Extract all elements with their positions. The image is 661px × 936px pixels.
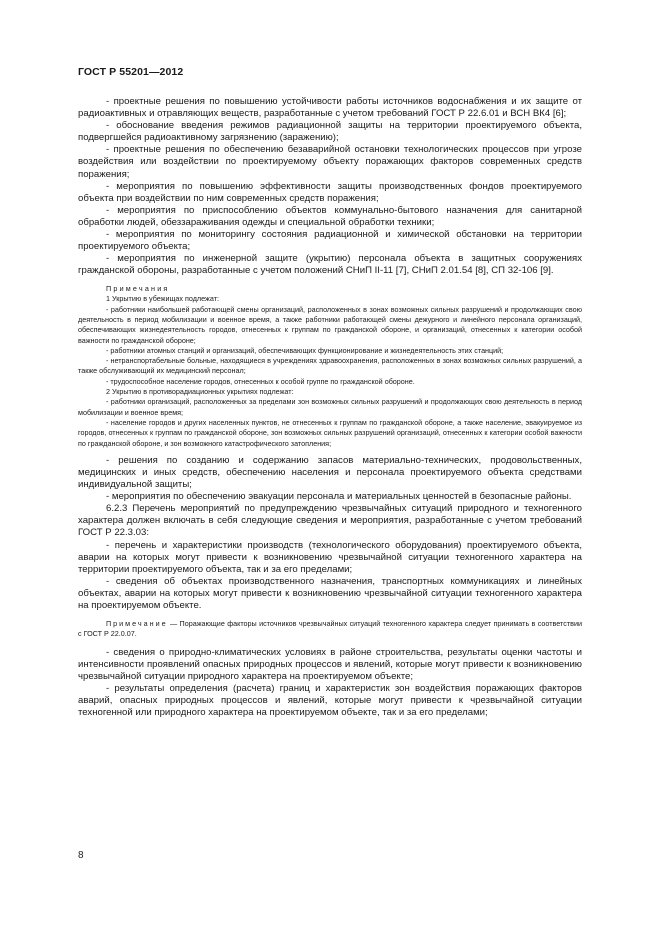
- paragraph: - мероприятия по обеспечению эвакуации персонала и материальных ценностей в безопасные районы.: [106, 491, 572, 503]
- paragraph: - результаты определения (расчета) границ и характеристик зон воздействия поражающих факторов аварий, опасных природных процессов и явлений, которые могут привести к чрезвычайной ситуации техногенной или природного характера на проектируемом объекте, так и за его пределами;: [78, 682, 582, 719]
- note-item: 2 Укрытию в противорадиационных укрытиях подлежат:: [106, 387, 294, 397]
- paragraph: - сведения о природно-климатических условиях в районе строительства, результаты оценки частоты и интенсивности проявлений опасных природных процессов и явлений, которые могут привести к возникновению чрезвычайной ситуации природного характера на проектируемом объекте;: [78, 646, 582, 682]
- paragraph: - мероприятия по инженерной защите (укрытию) персонала объекта в защитных сооружениях гражданской обороны, разработанные с учетом положений СНиП II-11 [7], СНиП 2.01.54 [8], СП 32-106 [9].: [78, 253, 582, 277]
- block-natural-hazards: [78, 647, 582, 720]
- note-item: - население городов и других населенных пунктов, не отнесенных к группам по гражданской обороне, а также население, эвакуируемое из городов, отнесенных к группам по гражданской обороне, зон возможных сильных разрушений организаций, отнесенных к категории особой важности по гражданской обороне, и зон возможного катастрофического затопления;: [78, 417, 582, 448]
- note-item: - нетранспортабельные больные, находящиеся в учреждениях здравоохранения, расположенных в зонах возможных сильных разрушений, а также обслуживающий их медицинский персонал;: [78, 356, 582, 376]
- notes-title: Примечания: [106, 284, 170, 294]
- paragraph: - решения по созданию и содержанию запасов материально-технических, продовольственных, медицинских и иных средств, обеспечению населения и персонала проектируемого объекта средствами индивидуальной защиты;: [78, 454, 582, 491]
- note-item: 1 Укрытию в убежищах подлежат:: [106, 294, 219, 304]
- note-item: - работники атомных станций и организаций, обеспечивающих функционирование и жизнедеятельность этих станций;: [106, 345, 504, 355]
- document-header: ГОСТ Р 55201—2012: [78, 66, 184, 78]
- block-protection-measures: [78, 96, 582, 277]
- paragraph: - мероприятия по повышению эффективности защиты производственных фондов проектируемого объекта при воздействии по ним современных средств поражения;: [78, 180, 582, 204]
- note-item: - работники наибольшей работающей смены организаций, расположенных в зонах возможных сильных разрушений и продолжающих свою деятельность в период мобилизации и военное время, а также работники работающей смены дежурного и линейного персонала организаций, обеспечивающих жизнедеятельность городов, отнесенных к группам по гражданской обороне, и организаций, отнесенных к категории особой важности по гражданской обороне;: [78, 304, 582, 345]
- page-number: 8: [78, 850, 84, 861]
- paragraph: - мероприятия по мониторингу состояния радиационной и химической обстановки на территории проектируемого объекта;: [78, 229, 582, 253]
- inline-note: [78, 619, 582, 640]
- paragraph: 6.2.3 Перечень мероприятий по предупреждению чрезвычайных ситуаций природного и техногенного характера должен включать в себя следующие сведения и мероприятия, разработанные с учетом требований ГОСТ Р 22.3.03:: [78, 503, 582, 539]
- inline-note-label: Примечание: [106, 619, 168, 629]
- paragraph: - мероприятия по приспособлению объектов коммунально-бытового назначения для санитарной обработки людей, обеззараживания одежды и специальной обработки техники;: [78, 204, 582, 228]
- notes-block: [78, 283, 582, 448]
- paragraph: - сведения об объектах производственного назначения, транспортных коммуникациях и линейных объектах, аварии на которых могут привести к возникновению чрезвычайной ситуации техногенного характера на проектируемом объекте.: [78, 575, 582, 611]
- paragraph: - перечень и характеристики производств (технологического оборудования) проектируемого объекта, аварии на которых могут привести к возникновению чрезвычайной ситуации техногенного характера на территории проектируемого объекта, так и за его пределами;: [78, 539, 582, 575]
- block-supply-measures: [78, 455, 582, 612]
- paragraph: - проектные решения по повышению устойчивости работы источников водоснабжения и их защите от радиоактивных и отравляющих веществ, разработанные с учетом требований ГОСТ Р 22.6.01 и ВСН ВК4 [6];: [78, 96, 582, 120]
- paragraph: - проектные решения по обеспечению безаварийной остановки технологических процессов при угрозе воздействия или воздействии по проектируемому объекту поражающих факторов современных средств поражения;: [78, 144, 582, 180]
- note-item: - работники организаций, расположенных за пределами зон возможных сильных разрушений и продолжающих свою деятельность в период мобилизации и военное время;: [78, 397, 582, 417]
- note-item: - трудоспособное население городов, отнесенных к особой группе по гражданской обороне.: [106, 376, 415, 386]
- inline-note-text: — Поражающие факторы источников чрезвычайных ситуаций техногенного характера следует принимать в соответствии с ГОСТ Р 22.0.07.: [78, 619, 582, 639]
- paragraph: - обоснование введения режимов радиационной защиты на территории проектируемого объекта, подвергшейся радиоактивному загрязнению (заражению);: [78, 120, 582, 144]
- page-content: [78, 96, 582, 719]
